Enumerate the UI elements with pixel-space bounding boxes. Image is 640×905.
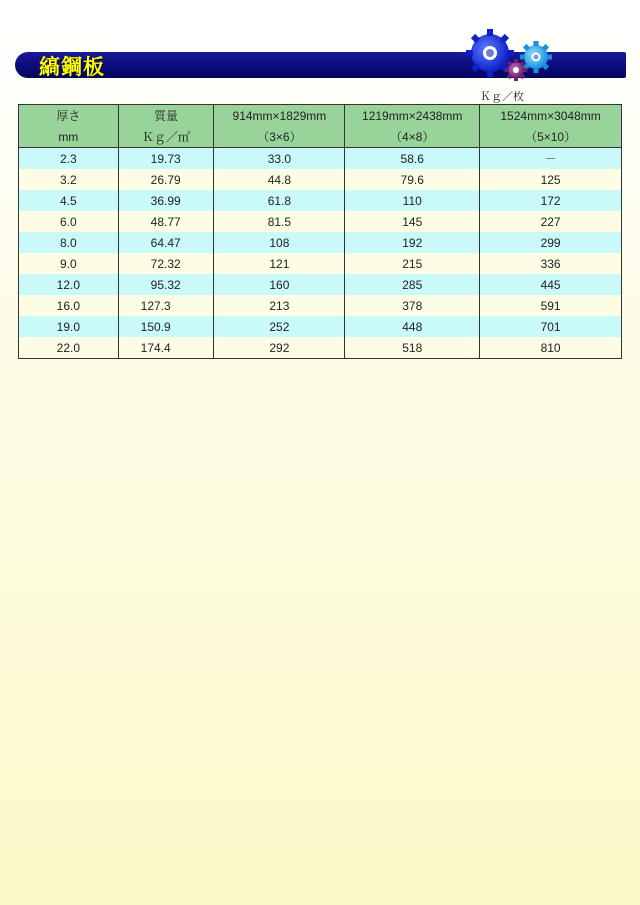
subheader-3x6: （3×6）: [214, 126, 345, 148]
table-header-row: [19, 105, 622, 127]
cell-5x10: 445: [480, 274, 622, 295]
subheader-thickness-unit: mm: [19, 126, 119, 148]
table-row: [19, 316, 622, 337]
cell-5x10: 172: [480, 190, 622, 211]
cell-5x10: 810: [480, 337, 622, 359]
cell-mass: 174.4: [118, 337, 214, 359]
cell-thickness: 8.0: [19, 232, 119, 253]
cell-3x6: 108: [214, 232, 345, 253]
header-size-4x8: 1219mm×2438mm: [345, 105, 480, 127]
cell-thickness: 9.0: [19, 253, 119, 274]
header-thickness: 厚さ: [19, 105, 119, 127]
cell-mass: 36.99: [118, 190, 214, 211]
cell-5x10: 701: [480, 316, 622, 337]
cell-4x8: 215: [345, 253, 480, 274]
gears-icon: [462, 26, 562, 84]
cell-3x6: 121: [214, 253, 345, 274]
cell-thickness: 19.0: [19, 316, 119, 337]
cell-3x6: 61.8: [214, 190, 345, 211]
weight-table: [18, 104, 622, 359]
cell-5x10: －: [480, 148, 622, 170]
table-row: [19, 190, 622, 211]
cell-3x6: 292: [214, 337, 345, 359]
cell-mass: 19.73: [118, 148, 214, 170]
table-row: [19, 253, 622, 274]
cell-mass: 150.9: [118, 316, 214, 337]
cell-3x6: 81.5: [214, 211, 345, 232]
subheader-4x8: （4×8）: [345, 126, 480, 148]
header-size-3x6: 914mm×1829mm: [214, 105, 345, 127]
cell-3x6: 213: [214, 295, 345, 316]
header-mass: 質量: [118, 105, 214, 127]
cell-thickness: 2.3: [19, 148, 119, 170]
table-row: [19, 148, 622, 170]
cell-5x10: 336: [480, 253, 622, 274]
cell-4x8: 448: [345, 316, 480, 337]
cell-3x6: 252: [214, 316, 345, 337]
cell-5x10: 125: [480, 169, 622, 190]
cell-mass: 127.3: [118, 295, 214, 316]
subheader-5x10: （5×10）: [480, 126, 622, 148]
cell-mass: 95.32: [118, 274, 214, 295]
cell-mass: 64.47: [118, 232, 214, 253]
cell-3x6: 33.0: [214, 148, 345, 170]
cell-thickness: 22.0: [19, 337, 119, 359]
cell-thickness: 16.0: [19, 295, 119, 316]
cell-thickness: 6.0: [19, 211, 119, 232]
table-row: [19, 211, 622, 232]
cell-3x6: 44.8: [214, 169, 345, 190]
cell-4x8: 145: [345, 211, 480, 232]
table-row: [19, 274, 622, 295]
table-row: [19, 232, 622, 253]
table-row: [19, 295, 622, 316]
cell-4x8: 518: [345, 337, 480, 359]
table-row: [19, 337, 622, 359]
page-title: 縞鋼板: [39, 55, 105, 79]
cell-4x8: 378: [345, 295, 480, 316]
table-row: [19, 169, 622, 190]
cell-4x8: 110: [345, 190, 480, 211]
table-subheader-row: [19, 126, 622, 148]
cell-4x8: 285: [345, 274, 480, 295]
subheader-mass-unit: Ｋｇ／㎡: [118, 126, 214, 148]
unit-note: Ｋｇ／枚: [480, 91, 524, 103]
cell-5x10: 227: [480, 211, 622, 232]
cell-mass: 72.32: [118, 253, 214, 274]
cell-thickness: 12.0: [19, 274, 119, 295]
cell-thickness: 4.5: [19, 190, 119, 211]
cell-3x6: 160: [214, 274, 345, 295]
cell-4x8: 79.6: [345, 169, 480, 190]
cell-thickness: 3.2: [19, 169, 119, 190]
cell-5x10: 591: [480, 295, 622, 316]
cell-mass: 26.79: [118, 169, 214, 190]
cell-mass: 48.77: [118, 211, 214, 232]
cell-4x8: 58.6: [345, 148, 480, 170]
header-size-5x10: 1524mm×3048mm: [480, 105, 622, 127]
cell-5x10: 299: [480, 232, 622, 253]
cell-4x8: 192: [345, 232, 480, 253]
